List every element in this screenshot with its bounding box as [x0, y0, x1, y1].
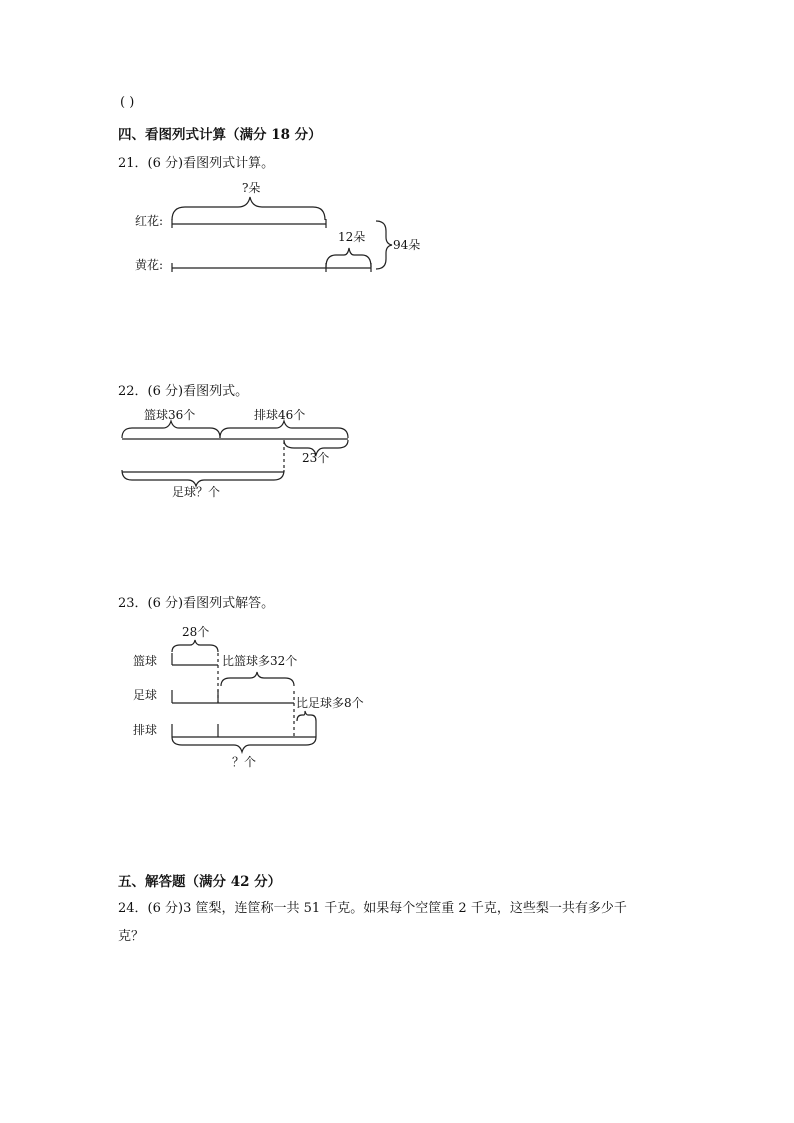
q23-row2-label: 足球 [133, 688, 158, 702]
section-4-title: 四、看图列式计算（满分 18 分） [118, 127, 322, 143]
q22-volleyball-brace [220, 421, 348, 438]
question-23-stem: 23．(6 分)看图列式解答。 [118, 596, 275, 611]
q23-diagram [0, 615, 794, 775]
answer-paren: ( ) [120, 95, 135, 110]
q23-row1-label: 篮球 [133, 654, 158, 668]
q22-basketball-label: 篮球36个 [144, 408, 196, 422]
q21-total-label: 94朵 [393, 238, 421, 252]
q21-diff-label: 12朵 [338, 230, 366, 244]
q23-row3-label: 排球 [133, 723, 158, 737]
q23-diff1-label: 比篮球多32个 [222, 654, 298, 668]
q23-top-brace [172, 640, 218, 652]
q21-total-brace [376, 221, 392, 269]
section-5-title: 五、解答题（满分 42 分） [118, 874, 282, 890]
q21-red-label: 红花: [135, 214, 164, 228]
question-24-stem-line2: 克？ [118, 929, 145, 944]
q23-total-brace [172, 737, 316, 752]
q22-diagram [0, 400, 794, 510]
q22-volleyball-label: 排球46个 [254, 408, 306, 422]
q21-top-brace [172, 197, 325, 220]
question-24-stem-line1: 24．(6 分)3 筐梨，连筐称一共 51 千克。如果每个空筐重 2 千克，这些梨一共有多少千 [118, 901, 627, 916]
question-22-stem: 22．(6 分)看图列式。 [118, 384, 249, 399]
q23-top-label: 28个 [182, 625, 210, 639]
q21-diff-brace [326, 248, 371, 267]
q23-total-label: ？个 [232, 755, 257, 769]
q22-football-label: 足球？个 [172, 485, 221, 499]
q23-diff2-label: 比足球多8个 [296, 696, 364, 710]
q22-basketball-brace [122, 421, 220, 438]
q21-top-brace-label: ?朵 [242, 181, 261, 195]
q21-diagram [0, 175, 794, 295]
q22-diff-label: 23个 [302, 451, 330, 465]
q21-yellow-label: 黄花: [135, 258, 164, 272]
question-21-stem: 21．(6 分)看图列式计算。 [118, 156, 275, 171]
q23-diff2-brace [297, 711, 316, 721]
q23-diff1-brace [221, 672, 294, 686]
